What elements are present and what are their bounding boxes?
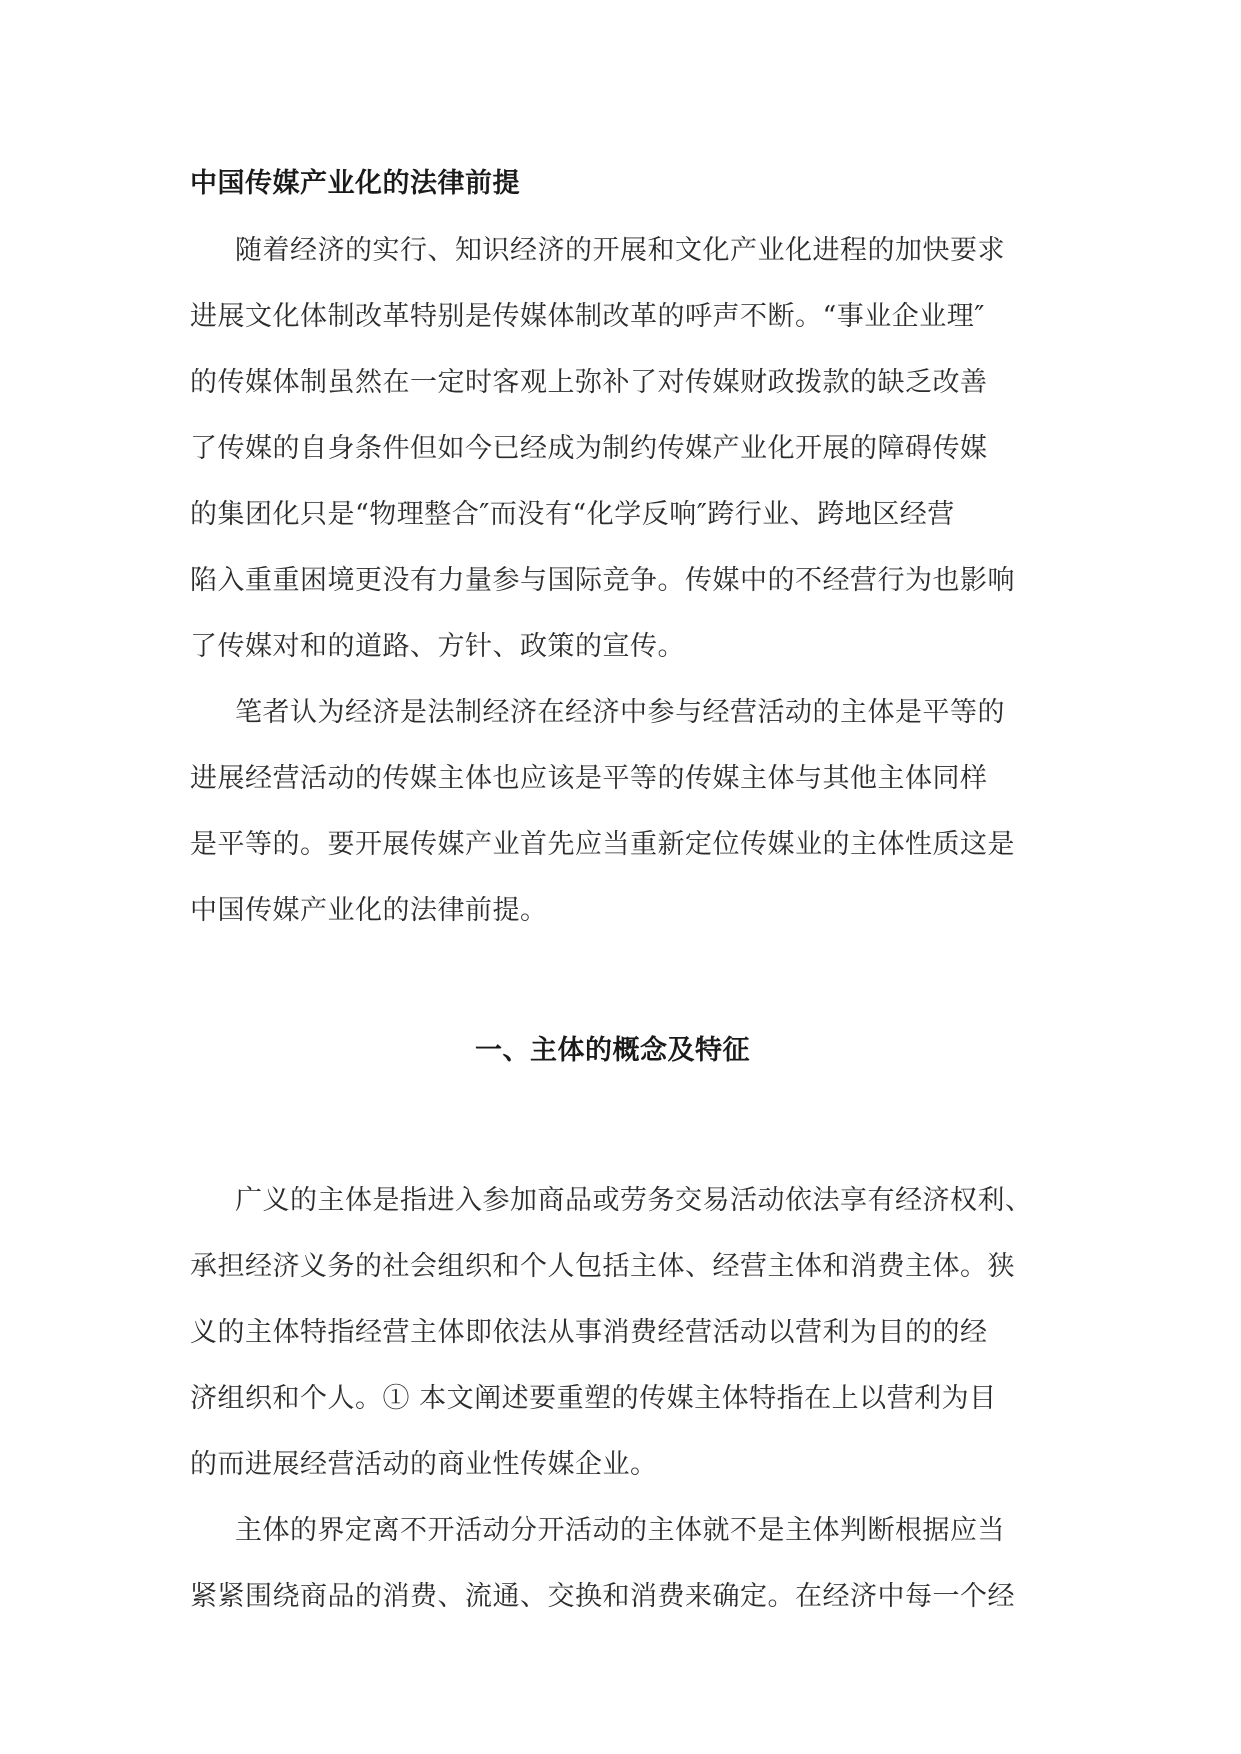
- document-title: 中国传媒产业化的法律前提: [190, 168, 520, 199]
- spacer: [190, 1084, 1070, 1168]
- paragraph-line: 的集团化只是“物理整合″而没有“化学反响″跨行业、跨地区经营: [190, 499, 955, 530]
- paragraph-line: 了传媒的自身条件但如今已经成为制约传媒产业化开展的障碍传媒: [190, 433, 988, 464]
- paragraph-section-1: [190, 1168, 1070, 1498]
- paragraph-line: 是平等的。要开展传媒产业首先应当重新定位传媒业的主体性质这是: [190, 829, 1015, 860]
- paragraph-line: 主体的界定离不开活动分开活动的主体就不是主体判断根据应当: [235, 1515, 1005, 1546]
- paragraph-intro-2: [190, 680, 1070, 944]
- paragraph-line: 进展文化体制改革特别是传媒体制改革的呼声不断。“事业企业理″: [190, 301, 985, 332]
- paragraph-line: 广义的主体是指进入参加商品或劳务交易活动依法享有经济权利、: [235, 1185, 1033, 1216]
- paragraph-line: 承担经济义务的社会组织和个人包括主体、经营主体和消费主体。狭: [190, 1251, 1015, 1282]
- document-body: [190, 158, 1070, 1630]
- paragraph-line: 紧紧围绕商品的消费、流通、交换和消费来确定。在经济中每一个经: [190, 1581, 1015, 1612]
- paragraph-line: 的传媒体制虽然在一定时客观上弥补了对传媒财政拨款的缺乏改善: [190, 367, 988, 398]
- paragraph-line: 随着经济的实行、知识经济的开展和文化产业化进程的加快要求: [235, 235, 1005, 266]
- paragraph-line: 了传媒对和的道路、方针、政策的宣传。: [190, 631, 685, 662]
- paragraph-intro-1: [190, 218, 1070, 680]
- paragraph-line: 的而进展经营活动的商业性传媒企业。: [190, 1449, 658, 1480]
- paragraph-line: 中国传媒产业化的法律前提。: [190, 895, 548, 926]
- paragraph-line: 进展经营活动的传媒主体也应该是平等的传媒主体与其他主体同样: [190, 763, 988, 794]
- spacer: [190, 944, 1070, 1018]
- paragraph-line: 笔者认为经济是法制经济在经济中参与经营活动的主体是平等的: [235, 697, 1005, 728]
- paragraph-line: 济组织和个人。① 本文阐述要重塑的传媒主体特指在上以营利为目: [190, 1383, 997, 1414]
- paragraph-line: 义的主体特指经营主体即依法从事消费经营活动以营利为目的的经: [190, 1317, 988, 1348]
- paragraph-section-2: [190, 1498, 1070, 1630]
- paragraph-line: 陷入重重困境更没有力量参与国际竞争。传媒中的不经营行为也影响: [190, 565, 1015, 596]
- section-heading: 一、主体的概念及特征: [475, 1035, 750, 1066]
